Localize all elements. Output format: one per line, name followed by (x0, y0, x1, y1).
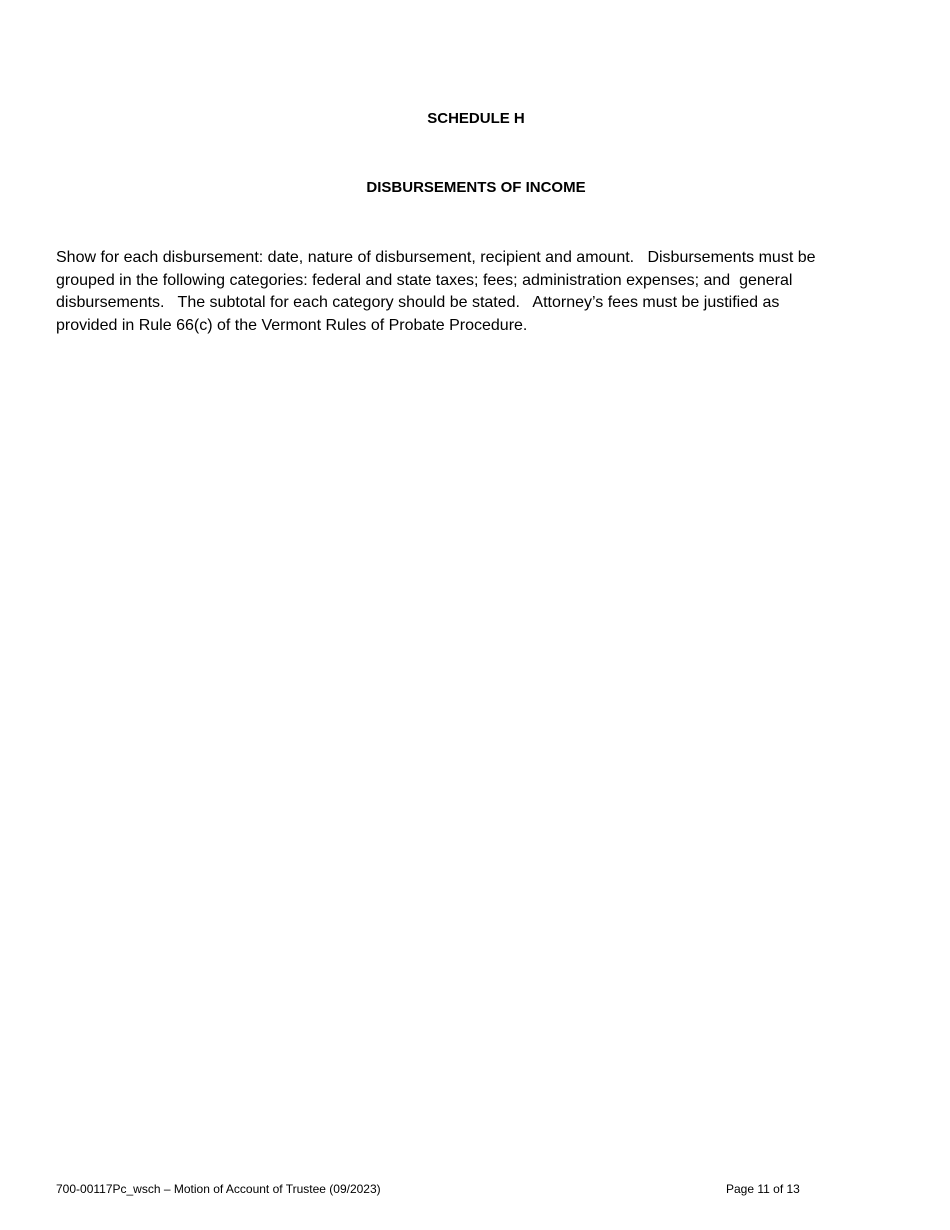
section-title: DISBURSEMENTS OF INCOME (366, 179, 586, 196)
instructions-line-1: Show for each disbursement: date, nature of disbursement, recipient and amount. Disbursements must be (56, 249, 816, 266)
instructions-paragraph (56, 247, 886, 337)
footer-form-id: 700-00117Pc_wsch – Motion of Account of Trustee (09/2023) (56, 1182, 381, 1196)
footer-page-number: Page 11 of 13 (726, 1182, 800, 1196)
instructions-line-2: grouped in the following categories: federal and state taxes; fees; administration expenses; and general (56, 271, 793, 289)
schedule-title: SCHEDULE H (427, 110, 525, 127)
instructions-line-4: provided in Rule 66(c) of the Vermont Rules of Probate Procedure. (56, 316, 528, 334)
instructions-line-3: disbursements. The subtotal for each category should be stated. Attorney’s fees must be justified as (56, 294, 780, 311)
